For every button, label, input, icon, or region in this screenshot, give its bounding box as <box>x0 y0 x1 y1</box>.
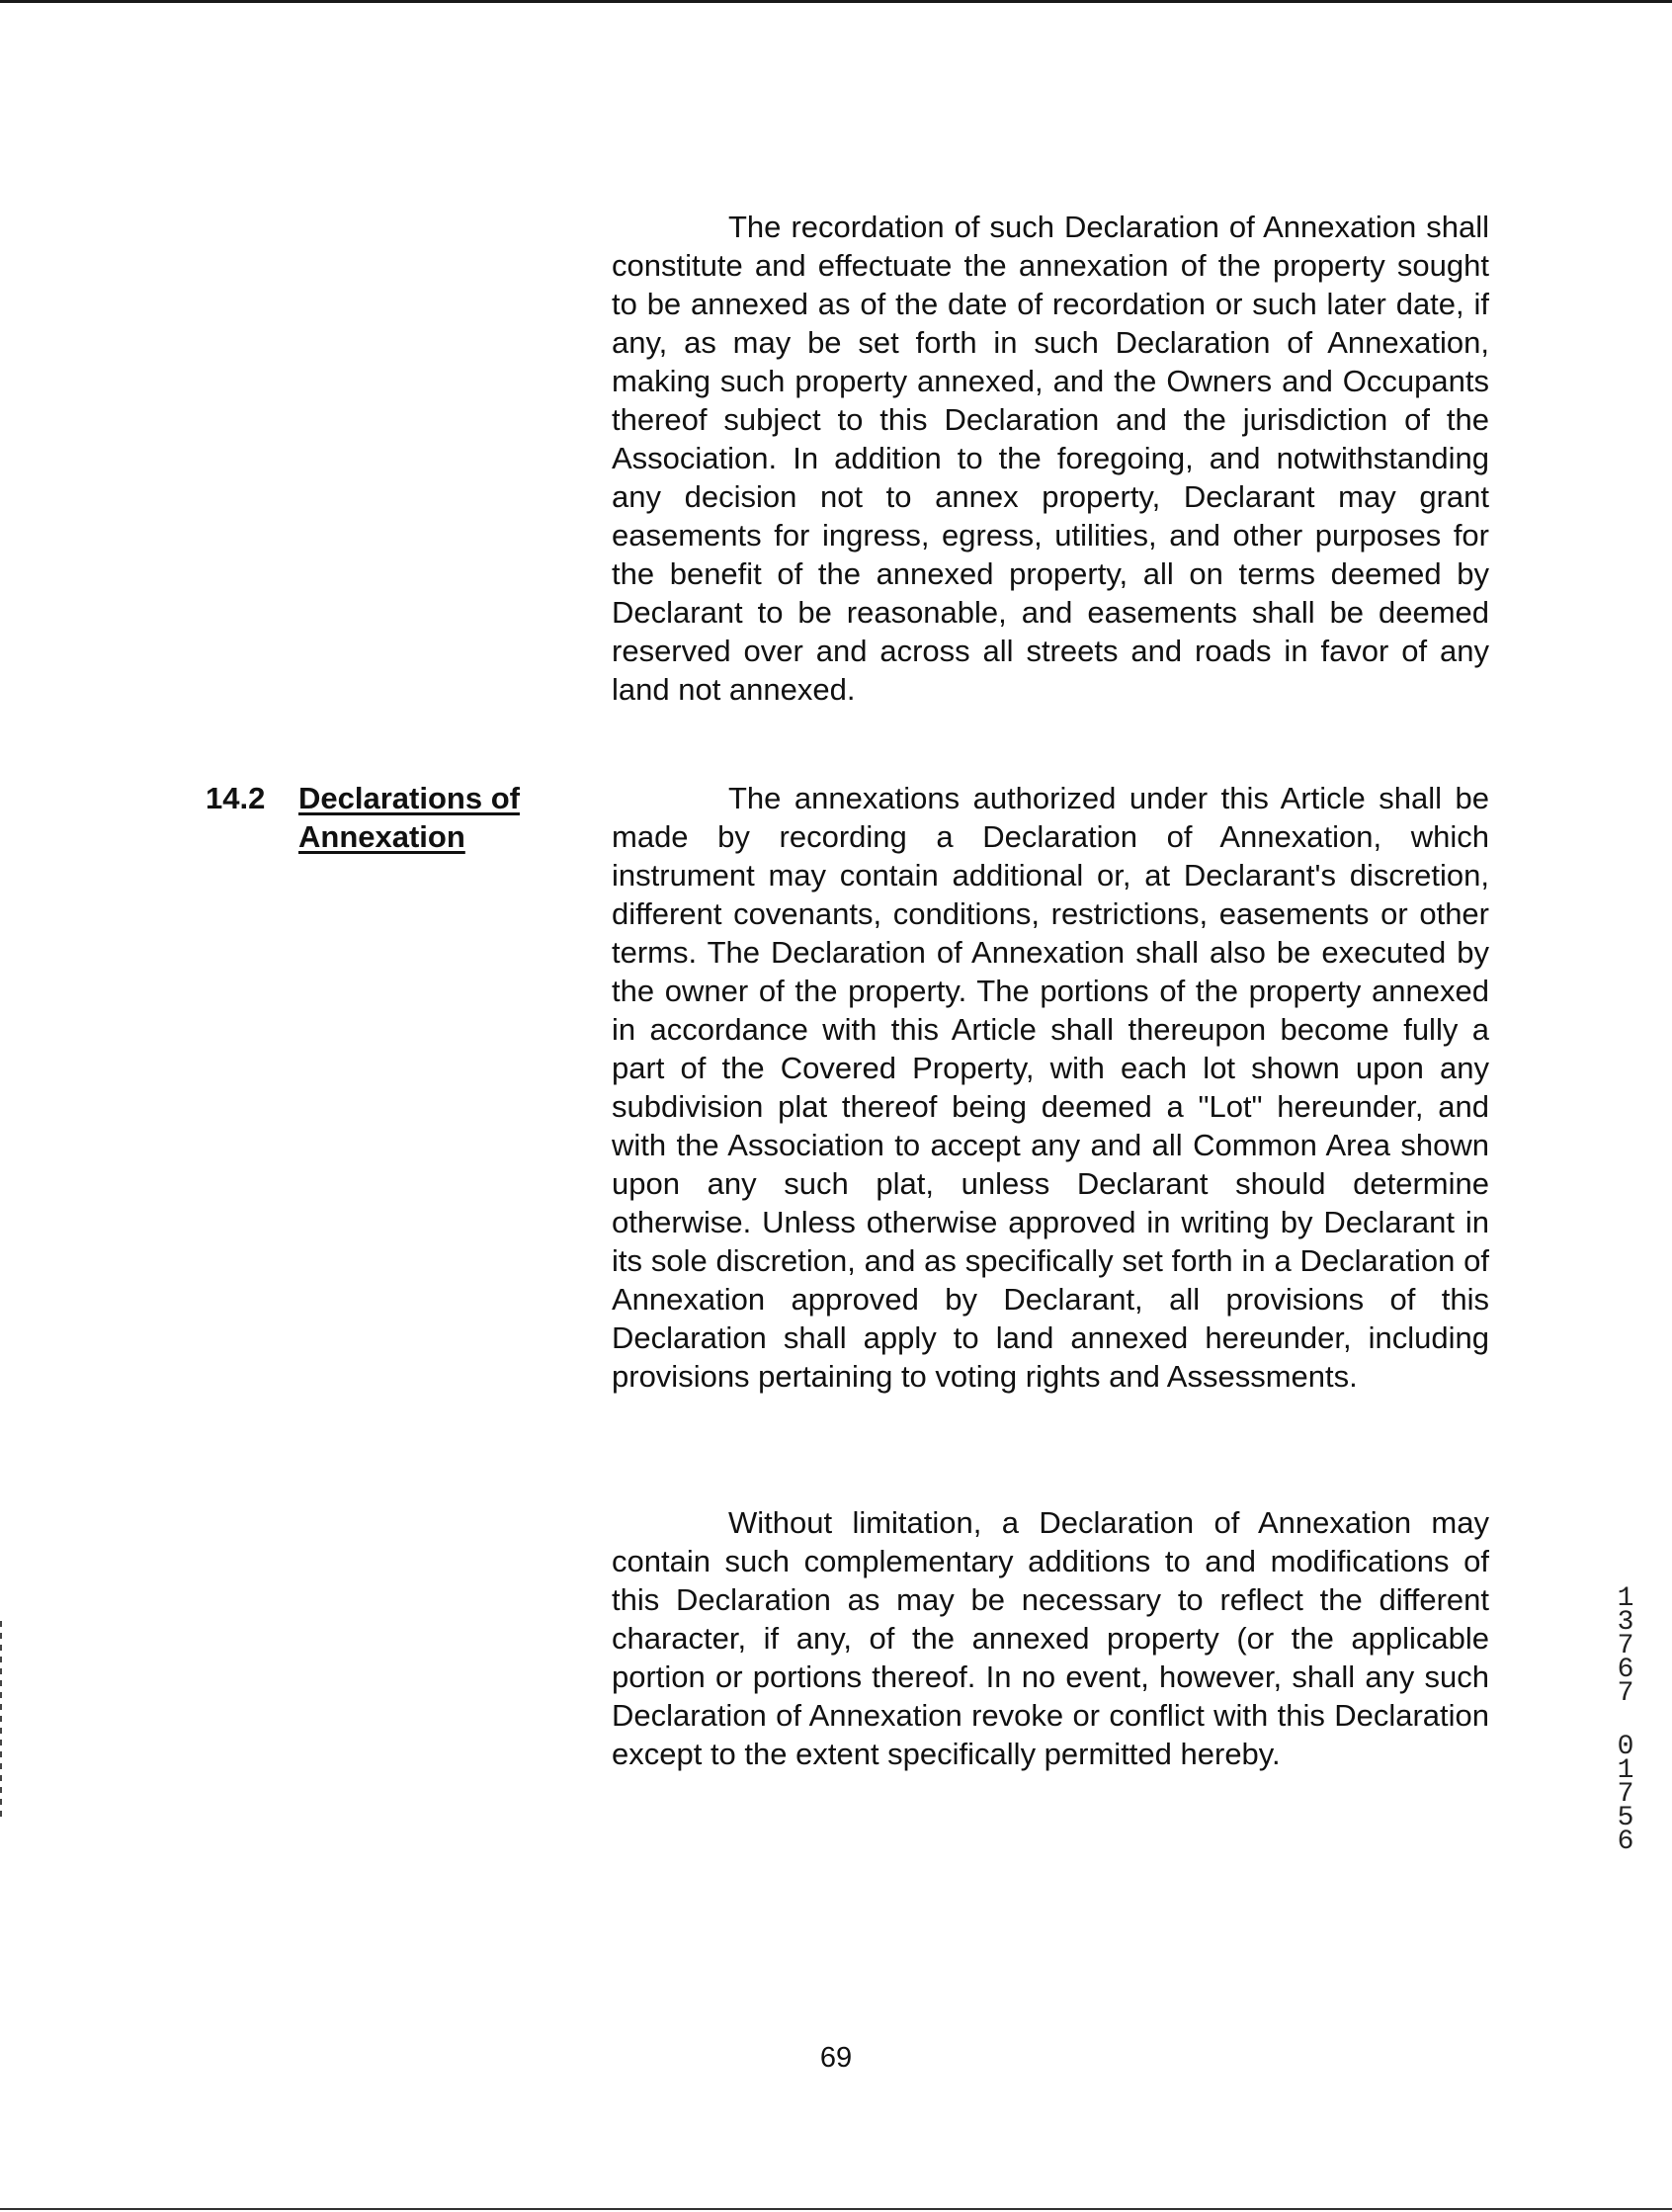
stamp-book-digit: 7 <box>1617 1678 1634 1709</box>
paragraph-without-limitation: Without limitation, a Declaration of Annexation may contain such complementary additions to and modifications of this Declaration as may be necessary to reflect the different character, if any, of the annexed property (or the applicable portion or portions thereof. In no event, however, shall any such Declaration of Annexation revoke or conflict with this Declaration except to the extent specifically permitted hereby. <box>612 1505 1489 1771</box>
section-title <box>298 779 595 856</box>
scan-border-top <box>0 0 1672 3</box>
section-number: 14.2 <box>206 781 266 815</box>
book-page-stamp <box>1609 1583 1642 1857</box>
stamp-page-digit: 0 <box>1617 1732 1634 1762</box>
section-title-line-2: Annexation <box>298 819 465 854</box>
stamp-book-digit: 7 <box>1617 1631 1634 1661</box>
stamp-book-digit: 1 <box>1617 1583 1634 1614</box>
paragraph-recordation: The recordation of such Declaration of Annexation shall constitute and effectuate the annexation of the property sought to be annexed as of the date of recordation or such later date, if any, as may be set forth in such Declaration of Annexation, making such property annexed, and the Owners and Occupants thereof subject to this Declaration and the jurisdiction of the Association. In addition to the foregoing, and notwithstanding any decision not to annex property, Declarant may grant easements for ingress, egress, utilities, and other purposes for the benefit of the annexed property, all on terms deemed by Declarant to be reasonable, and easements shall be deemed reserved over and across all streets and roads in favor of any land not annexed. <box>612 210 1489 707</box>
stamp-book-digit: 6 <box>1617 1655 1634 1685</box>
stamp-page-digit: 7 <box>1617 1779 1634 1810</box>
section-title-line-1: Declarations of <box>298 781 520 815</box>
stamp-page-digit: 5 <box>1617 1803 1634 1833</box>
scan-border-bottom <box>0 2208 1672 2210</box>
scan-border-left <box>0 1621 2 1819</box>
page-number: 69 <box>819 2042 853 2074</box>
stamp-book-digit: 3 <box>1617 1607 1634 1638</box>
stamp-page-digit: 6 <box>1617 1827 1634 1857</box>
stamp-page-digit: 1 <box>1617 1755 1634 1786</box>
paragraph-annexations-authorized: The annexations authorized under this Article shall be made by recording a Declaration of Annexation, which instrument may contain additional or, at Declarant's discretion, different covenants, conditions, restrictions, easements or other terms. The Declaration of Annexation shall also be executed by the owner of the property. The portions of the property annexed in accordance with this Article shall thereupon become fully a part of the Covered Property, with each lot shown upon any subdivision plat thereof being deemed a "Lot" hereunder, and with the Association to accept any and all Common Area shown upon any such plat, unless Declarant should determine otherwise. Unless otherwise approved in writing by Declarant in its sole discretion, and as specifically set forth in a Declaration of Annexation approved by Declarant, all provisions of this Declaration shall apply to land annexed hereunder, including provisions pertaining to voting rights and Assessments. <box>612 781 1489 1394</box>
